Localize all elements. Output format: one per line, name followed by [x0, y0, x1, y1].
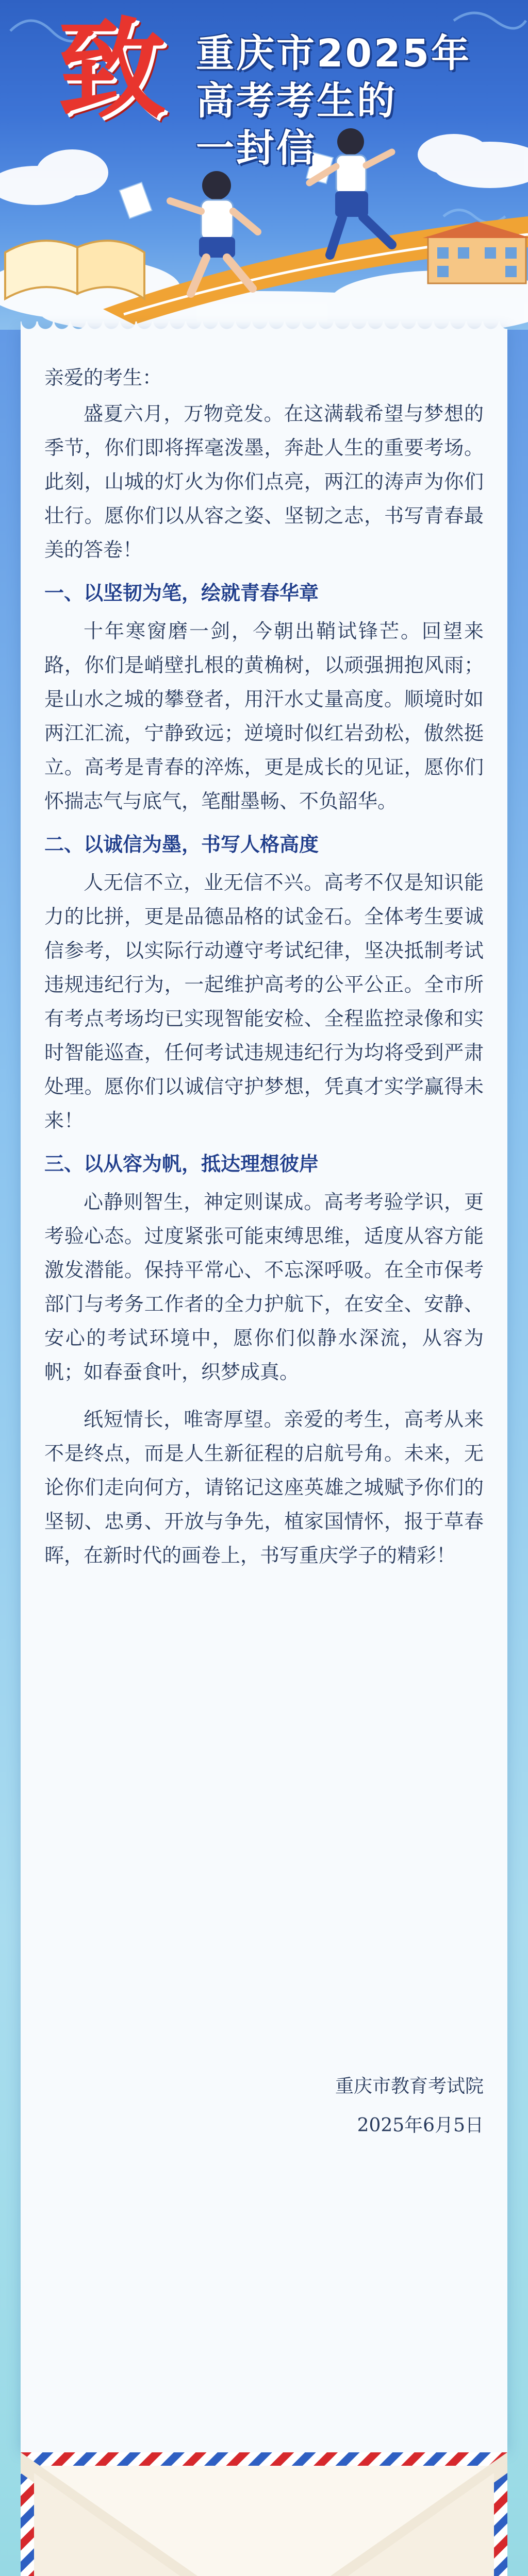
intro-paragraph: 盛夏六月，万物竞发。在这满载希望与梦想的季节，你们即将挥毫泼墨，奔赴人生的重要考场。此刻，山城的灯火为你们点亮，两江的涛声为你们壮行。愿你们以从容之姿、坚韧之志，书写青春最美的答卷！: [44, 402, 484, 561]
title-line-2: 高考考生的: [196, 79, 397, 123]
letter-body: [44, 361, 484, 1572]
signature-date: 2025年6月5日: [357, 2115, 484, 2136]
closing-paragraph: 纸短情长，唯寄厚望。亲爱的考生，高考从来不是终点，而是人生新征程的启航号角。未来，无论你们走向何方，请铭记这座英雄之城赋予你们的坚韧、忠勇、开放与争先，植家国情怀，报于草春晖，在新时代的画卷上，书写重庆学子的精彩！: [44, 1408, 484, 1567]
title-text: [196, 30, 471, 172]
section-2-heading: 二、以诚信为墨，书写人格高度: [44, 833, 319, 856]
title-big-character: 致: [58, 6, 167, 133]
section-1-heading: 一、以坚韧为笔，绘就青春华章: [44, 582, 319, 604]
envelope-illustration: [21, 2452, 507, 2576]
header-banner: [0, 0, 528, 330]
envelope: [21, 2452, 507, 2576]
section-3-heading: 三、以从容为帆，抵达理想彼岸: [44, 1153, 319, 1175]
section-1-paragraph: 十年寒窗磨一剑，今朝出鞘试锋芒。回望来路，你们是峭壁扎根的黄桷树，以顽强拥抱风雨；是山水之城的攀登者，用汗水丈量高度。顺境时如两江汇流，宁静致远；逆境时似红岩劲松，傲然挺立。高考是青春的淬炼，更是成长的见证，愿你们怀揣志气与底气，笔酣墨畅、不负韶华。: [44, 620, 484, 812]
section-2-paragraph: 人无信不立，业无信不兴。高考不仅是知识能力的比拼，更是品德品格的试金石。全体考生要诚信参考，以实际行动遵守考试纪律，坚决抵制考试违规违纪行为，一起维护高考的公平公正。全市所有考点考场均已实现智能安检、全程监控录像和实时智能巡查，任何考试违规违纪行为均将受到严肃处理。愿你们以诚信守护梦想，凭真才实学赢得未来！: [44, 871, 484, 1132]
title-line-3: 一封信: [196, 126, 317, 171]
greeting: 亲爱的考生：: [44, 366, 162, 389]
paper-scalloped-edge: [21, 321, 507, 341]
signature-organization: 重庆市教育考试院: [335, 2076, 484, 2097]
title-line-1: 重庆市2025年: [196, 31, 471, 76]
section-3-paragraph: 心静则智生，神定则谋成。高考考验学识，更考验心态。过度紧张可能束缚思维，适度从容方能激发潜能。保持平常心、不忘深呼吸。在全市保考部门与考务工作者的全力护航下，在安全、安静、安心的考试环境中，愿你们似静水深流，从容为帆；如春蚕食叶，织梦成真。: [44, 1191, 484, 1383]
